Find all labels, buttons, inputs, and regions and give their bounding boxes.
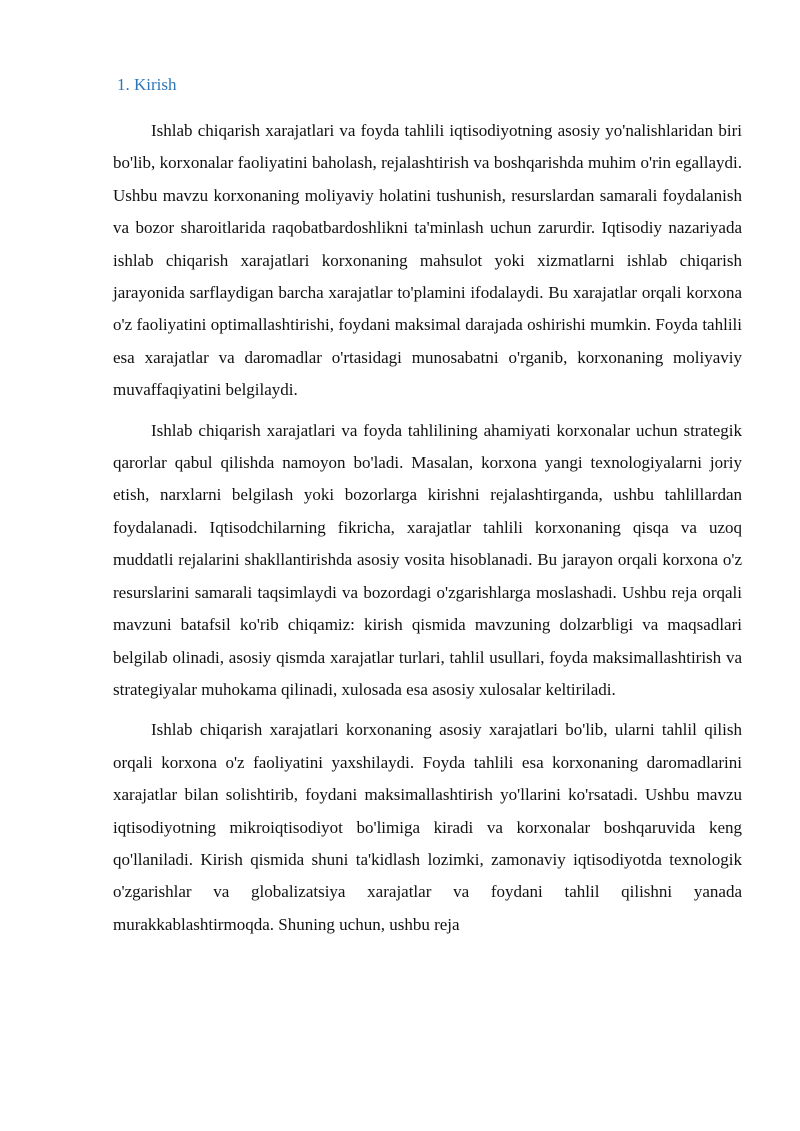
paragraph: Ishlab chiqarish xarajatlari korxonaning asosiy xarajatlari bo'lib, ularni tahlil qilish orqali korxona o'z faoliyatini yaxshilaydi. Foyda tahlili esa korxonaning daromadlarini xarajatlar bilan solishtirib, foydani maksimallashtirish yo'llarini ko'rsatadi. Ushbu mavzu iqtisodiyotning mikroiqtisodiyot bo'limiga kiradi va korxonalar boshqaruvida keng qo'llaniladi. Kirish qismida shuni ta'kidlash lozimki, zamonaviy iqtisodiyotda texnologik o'zgarishlar va globalizatsiya xarajatlar va foydani tahlil qilishni yanada murakkablashtirmoqda. Shuning uchun, ushbu reja xyxy=(113,720,742,934)
paragraph: Ishlab chiqarish xarajatlari va foyda tahlili iqtisodiyotning asosiy yo'nalishlaridan biri bo'lib, korxonalar faoliyatini baholash, rejalashtirish va boshqarishda muhim o'rin egallaydi. Ushbu mavzu korxonaning moliyaviy holatini tushunish, resurslardan samarali foydalanish va bozor sharoitlarida raqobatbardoshlikni ta'minlash uchun zarurdir. Iqtisodiy nazariyada ishlab chiqarish xarajatlari korxonaning mahsulot yoki xizmatlarni ishlab chiqarish jarayonida sarflaydigan barcha xarajatlar to'plamini ifodalaydi. Bu xarajatlar orqali korxona o'z faoliyatini optimallashtirishi, foydani maksimal darajada oshirishi mumkin. Foyda tahlili esa xarajatlar va daromadlar o'rtasidagi munosabatni o'rganib, korxonaning moliyaviy muvaffaqiyatini belgilaydi. xyxy=(113,121,742,400)
body-text xyxy=(113,115,742,949)
paragraph: Ishlab chiqarish xarajatlari va foyda tahlilining ahamiyati korxonalar uchun strategik qarorlar qabul qilishda namoyon bo'ladi. Masalan, korxona yangi texnologiyalarni joriy etish, narxlarni belgilash yoki bozorlarga kirishni rejalashtirganda, ushbu tahlillardan foydalanadi. Iqtisodchilarning fikricha, xarajatlar tahlili korxonaning qisqa va uzoq muddatli rejalarini shakllantirishda asosiy vosita hisoblanadi. Bu jarayon orqali korxona o'z resurslarini samarali taqsimlaydi va bozordagi o'zgarishlarga moslashadi. Ushbu reja orqali mavzuni batafsil ko'rib chiqamiz: kirish qismida mavzuning dolzarbligi va maqsadlari belgilab olinadi, asosiy qismda xarajatlar turlari, tahlil usullari, foyda maksimallashtirish va strategiyalar muhokama qilinadi, xulosada esa asosiy xulosalar keltiriladi. xyxy=(113,420,742,699)
section-heading: 1. Kirish xyxy=(117,75,177,94)
